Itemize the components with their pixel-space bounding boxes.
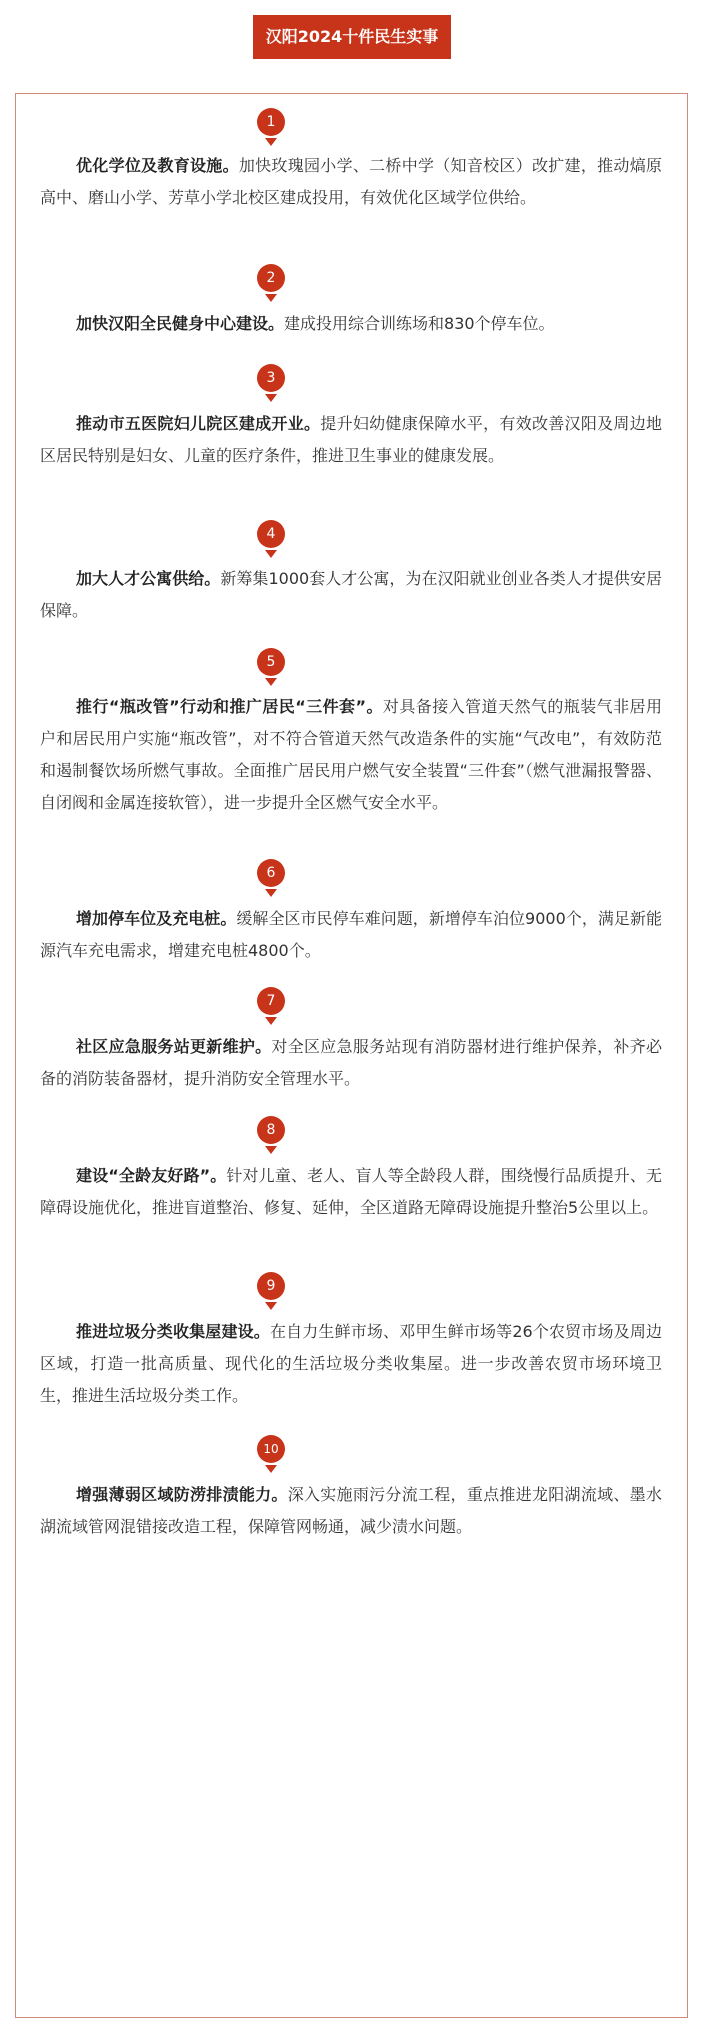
item-body: 针对儿童、老人、盲人等全龄段人群，围绕慢行品质提升、无障碍设施优化，推进盲道整治、修复、延伸，全区道路无障碍设施提升整治5公里以上。	[40, 1166, 662, 1217]
item-heading: 推行“瓶改管”行动和推广居民“三件套”。	[76, 697, 383, 716]
item-body: 缓解全区市民停车难问题，新增停车泊位9000个，满足新能源汽车充电需求，增建充电桩4800个。	[40, 909, 662, 960]
item-number-badge: 1	[257, 108, 285, 136]
item-heading: 社区应急服务站更新维护。	[76, 1037, 272, 1056]
item-number-badge: 7	[257, 987, 285, 1015]
title-banner	[0, 15, 704, 59]
item-paragraph	[40, 1160, 662, 1224]
item-heading: 加大人才公寓供给。	[76, 569, 221, 588]
down-triangle-icon	[265, 1465, 277, 1473]
down-triangle-icon	[265, 294, 277, 302]
item-body: 深入实施雨污分流工程，重点推进龙阳湖流域、墨水湖流域管网混错接改造工程，保障管网畅通，减少渍水问题。	[40, 1485, 662, 1536]
item-body: 建成投用综合训练场和830个停车位。	[284, 314, 555, 333]
item-heading: 推动市五医院妇儿院区建成开业。	[76, 414, 321, 433]
down-triangle-icon	[265, 678, 277, 686]
item-body: 提升妇幼健康保障水平，有效改善汉阳及周边地区居民特别是妇女、儿童的医疗条件，推进卫生事业的健康发展。	[40, 414, 662, 465]
down-triangle-icon	[265, 138, 277, 146]
item-body: 加快玫瑰园小学、二桥中学（知音校区）改扩建，推动熇原高中、磨山小学、芳草小学北校区建成投用，有效优化区域学位供给。	[40, 156, 662, 207]
item-heading: 加快汉阳全民健身中心建设。	[76, 314, 285, 333]
item-heading: 优化学位及教育设施。	[76, 156, 239, 175]
page-title: 汉阳2024十件民生实事	[253, 15, 452, 59]
item-number-badge: 10	[257, 1435, 285, 1463]
item-body: 新筹集1000套人才公寓，为在汉阳就业创业各类人才提供安居保障。	[40, 569, 662, 620]
down-triangle-icon	[265, 1017, 277, 1025]
item-number-badge: 5	[257, 648, 285, 676]
item-paragraph	[40, 408, 662, 472]
item-body: 对全区应急服务站现有消防器材进行维护保养，补齐必备的消防装备器材，提升消防安全管理水平。	[40, 1037, 662, 1088]
item-paragraph	[40, 563, 662, 627]
item-heading: 建设“全龄友好路”。	[76, 1166, 227, 1185]
item-heading: 推进垃圾分类收集屋建设。	[76, 1322, 270, 1341]
item-heading: 增强薄弱区域防涝排渍能力。	[76, 1485, 288, 1504]
down-triangle-icon	[265, 550, 277, 558]
down-triangle-icon	[265, 394, 277, 402]
item-number-badge: 2	[257, 264, 285, 292]
item-heading: 增加停车位及充电桩。	[76, 909, 237, 928]
item-paragraph	[40, 1479, 662, 1543]
down-triangle-icon	[265, 1302, 277, 1310]
item-number-badge: 9	[257, 1272, 285, 1300]
down-triangle-icon	[265, 889, 277, 897]
item-paragraph	[40, 903, 662, 967]
item-paragraph	[40, 691, 662, 819]
item-body: 对具备接入管道天然气的瓶装气非居用户和居民用户实施“瓶改管”，对不符合管道天然气改造条件的实施“气改电”，有效防范和遏制餐饮场所燃气事故。全面推广居民用户燃气安全装置“三件套”（燃气泄漏报警器、自闭阀和金属连接软管），进一步提升全区燃气安全水平。	[40, 697, 662, 812]
item-number-badge: 4	[257, 520, 285, 548]
item-paragraph	[40, 1031, 662, 1095]
item-number-badge: 6	[257, 859, 285, 887]
down-triangle-icon	[265, 1146, 277, 1154]
item-number-badge: 3	[257, 364, 285, 392]
item-paragraph	[40, 150, 662, 214]
item-paragraph	[40, 1316, 662, 1412]
item-number-badge: 8	[257, 1116, 285, 1144]
item-paragraph	[40, 308, 662, 340]
item-body: 在自力生鲜市场、邓甲生鲜市场等26个农贸市场及周边区域，打造一批高质量、现代化的生活垃圾分类收集屋。进一步改善农贸市场环境卫生，推进生活垃圾分类工作。	[40, 1322, 662, 1405]
